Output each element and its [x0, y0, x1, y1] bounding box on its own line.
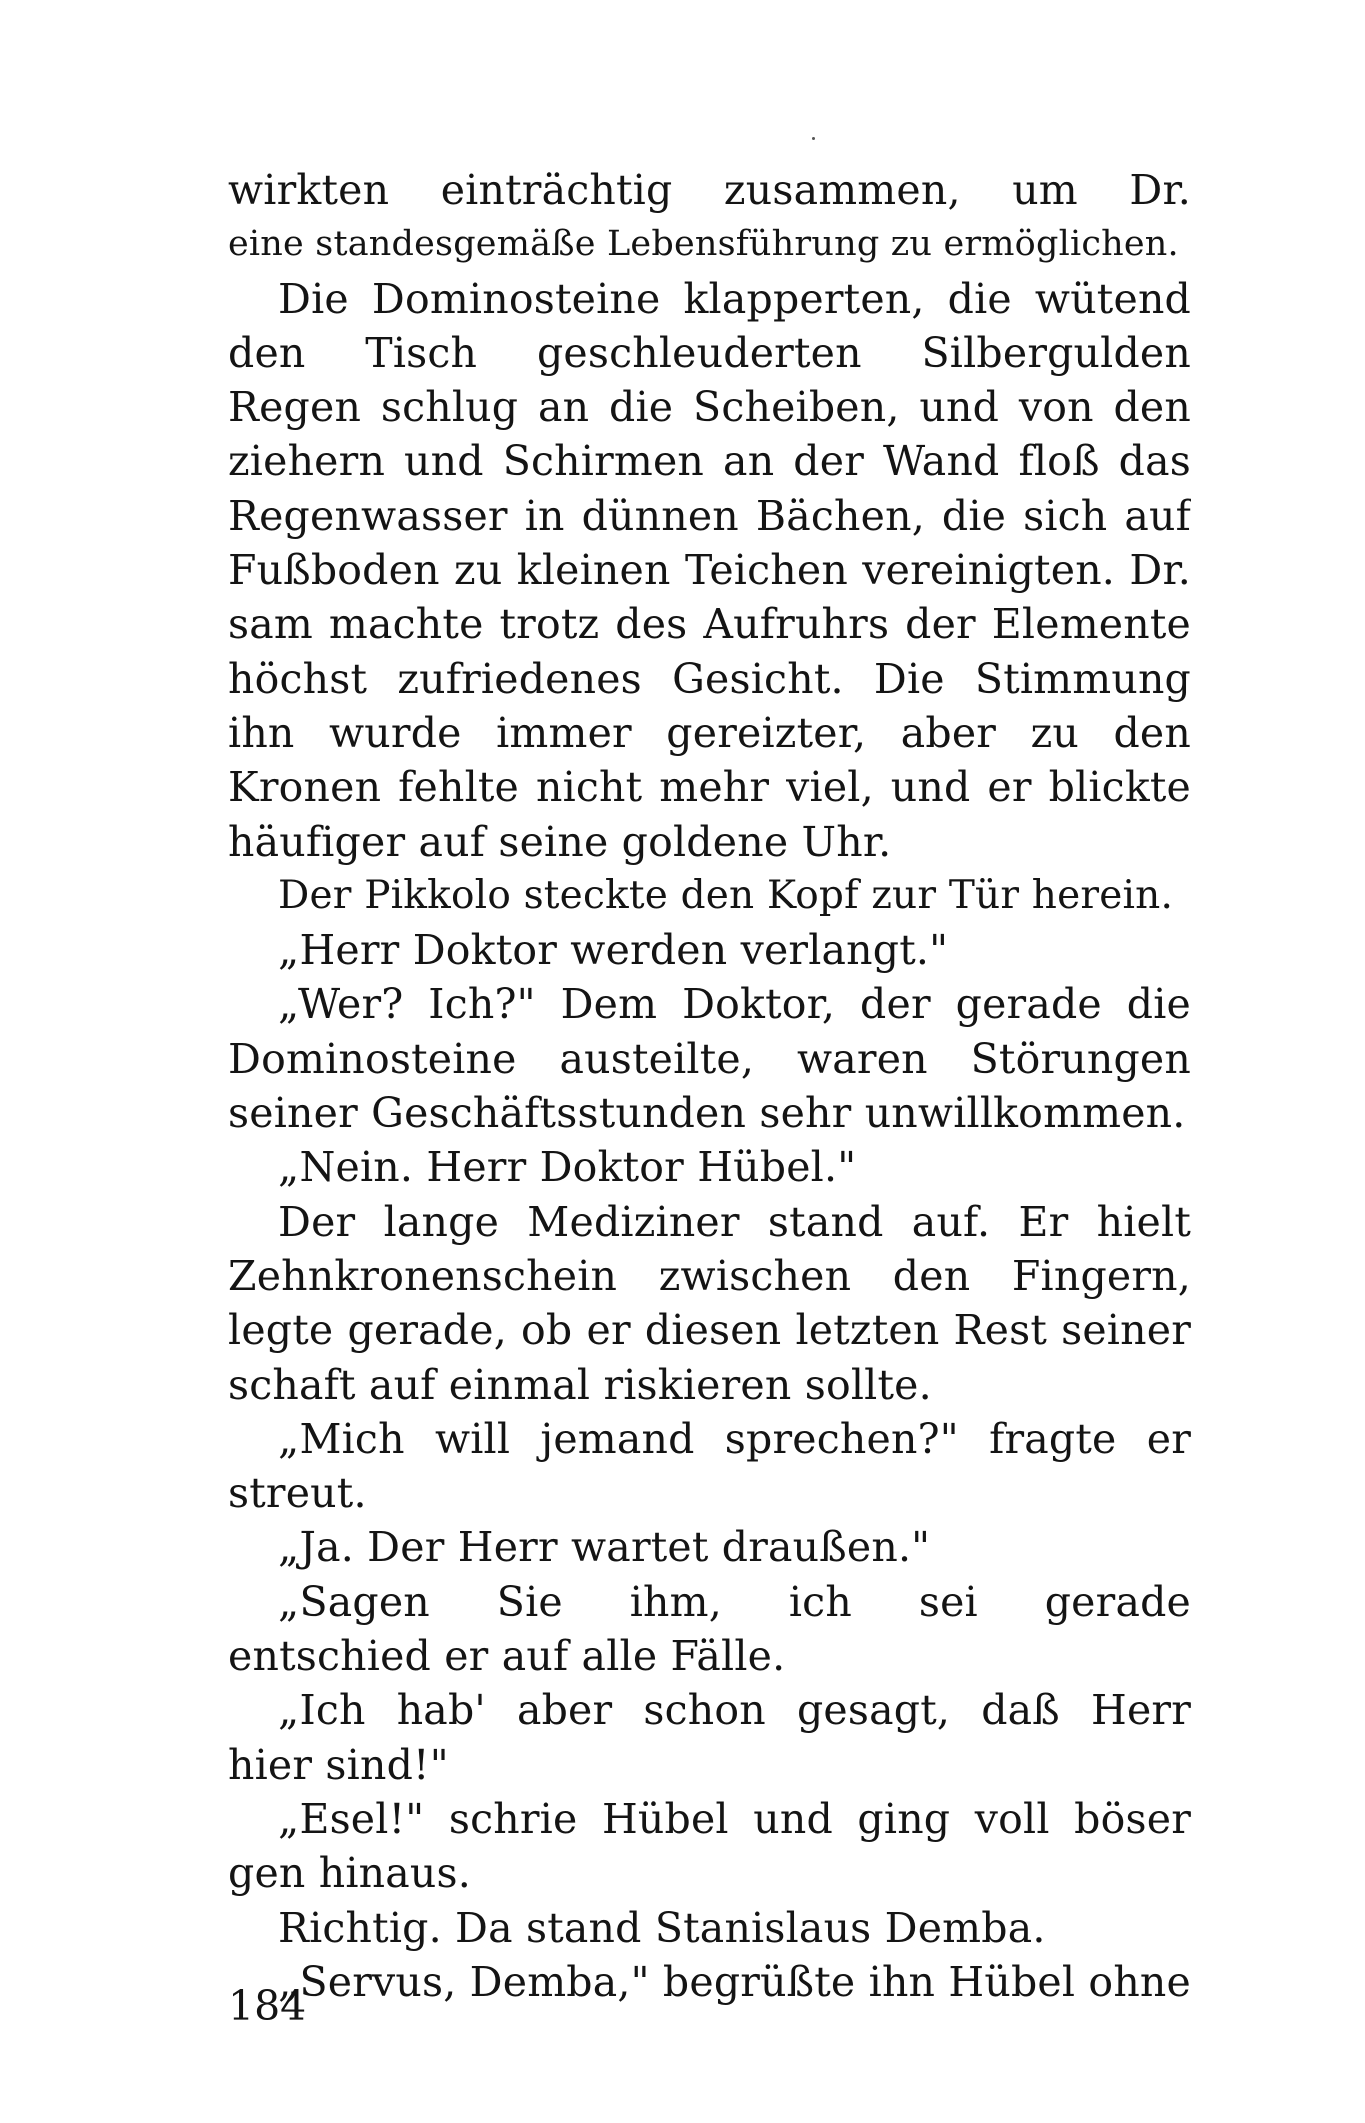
text-line: „Herr Doktor werden verlangt." [278, 926, 949, 975]
text-line: ziehern und Schirmen an der Wand floß das [228, 437, 1191, 486]
text-line: eine standesgemäße Lebensführung zu ermöglichen. [228, 224, 1179, 265]
text-line: Dominosteine austeilte, waren Störungen [228, 1034, 1191, 1083]
text-line: Kronen fehlte nicht mehr viel, und er blickte [228, 763, 1191, 812]
text-line: legte gerade, ob er diesen letzten Rest seiner [228, 1306, 1191, 1355]
text-line: Fußboden zu kleinen Teichen vereinigten. Dr. [228, 546, 1191, 595]
text-line: entschied er auf alle Fälle. [228, 1632, 786, 1681]
text-line: „Esel!" schrie Hübel und ging voll böser [278, 1794, 1191, 1843]
text-line: Regenwasser in dünnen Bächen, die sich auf [228, 491, 1191, 540]
text-line: häufiger auf seine goldene Uhr. [228, 817, 892, 866]
text-line: seiner Geschäftsstunden sehr unwillkommen. [228, 1089, 1186, 1138]
text-line: „Ja. Der Herr wartet draußen." [278, 1523, 931, 1572]
body-text [228, 163, 1191, 2009]
text-line: Richtig. Da stand Stanislaus Demba. [278, 1903, 1046, 1952]
text-line: „Wer? Ich?" Dem Doktor, der gerade die [278, 980, 1191, 1029]
text-line: Der lange Mediziner stand auf. Er hielt [278, 1197, 1191, 1246]
page-number: 184 [228, 1982, 307, 2030]
text-line: Regen schlug an die Scheiben, und von den [228, 383, 1191, 432]
text-line: Der Pikkolo steckte den Kopf zur Tür herein. [278, 872, 1174, 918]
text-line: hier sind!" [228, 1740, 449, 1789]
text-line: Die Dominosteine klapperten, die wütend [278, 274, 1191, 323]
text-line: den Tisch geschleuderten Silbergulden [228, 328, 1191, 377]
text-line: „Sagen Sie ihm, ich sei gerade [278, 1577, 1191, 1626]
scan-speck [812, 137, 815, 140]
text-line: „Mich will jemand sprechen?" fragte er [278, 1414, 1191, 1463]
text-line: „Servus, Demba," begrüßte ihn Hübel ohne [278, 1957, 1191, 2006]
text-line: Zehnkronenschein zwischen den Fingern, [228, 1251, 1191, 1300]
text-line: sam machte trotz des Aufruhrs der Elemente [228, 600, 1191, 649]
text-line: gen hinaus. [228, 1849, 471, 1898]
text-line: „Ich hab' aber schon gesagt, daß Herr [278, 1686, 1191, 1735]
text-line: ihn wurde immer gereizter, aber zu den [228, 708, 1191, 757]
text-line: „Nein. Herr Doktor Hübel." [278, 1143, 857, 1192]
text-line: schaft auf einmal riskieren sollte. [228, 1360, 932, 1409]
text-line: streut. [228, 1469, 367, 1518]
text-line: höchst zufriedenes Gesicht. Die Stimmung [228, 654, 1191, 703]
text-line: wirkten einträchtig zusammen, um Dr. [228, 166, 1191, 214]
